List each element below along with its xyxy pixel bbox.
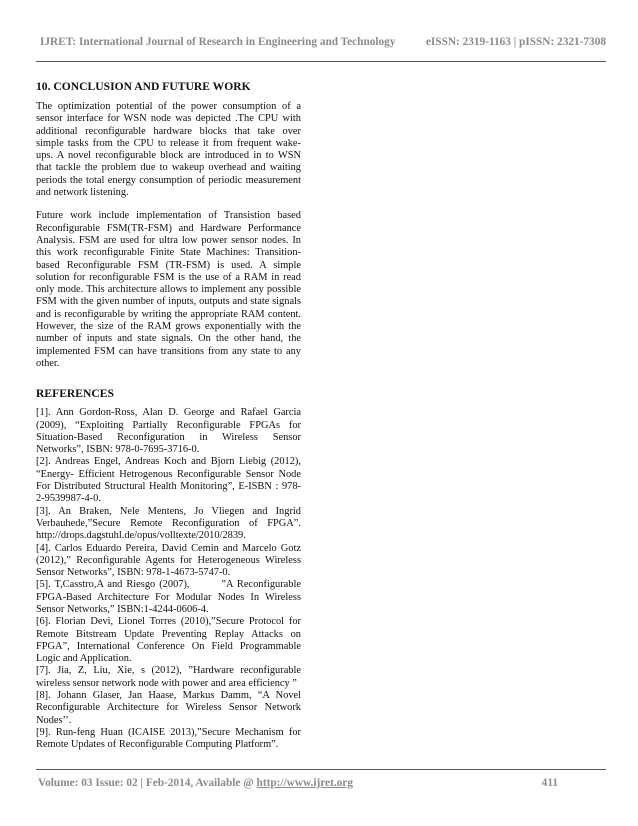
section-heading: 10. CONCLUSION AND FUTURE WORK — [36, 80, 251, 93]
reference-item: [3]. An Braken, Nele Mentens, Jo Vliegen and Ingrid Verbauhede,”Secure Remote Reconfiguration of FPGA”. http://drops.dagstuhl.de/opus/volltexte/2010/2839. — [36, 505, 301, 542]
volume-info — [38, 777, 353, 789]
issn: eISSN: 2319-1163 | pISSN: 2321-7308 — [425, 36, 606, 48]
reference-item: [2]. Andreas Engel, Andreas Koch and Bjorn Liebig (2012), “Energy- Efficient Hetrogenous Reconfigurable Sensor Node For Distributed Structural Health Monitoring”, E-ISBN : 978-2-9539987-4-0. — [36, 456, 301, 505]
text-column — [36, 80, 304, 752]
page-number: 411 — [541, 777, 558, 789]
reference-list — [36, 407, 304, 751]
footer-rule — [36, 769, 606, 770]
future-work-paragraph: Future work include implementation of Transistion based Reconfigurable FSM(TR-FSM) and Hardware Performance Analysis. FSM are used for ultra low power sensor nodes. In this work reconfigurable Finite State Machines: Transition-based Reconfigurable FSM (TR-FSM) is used. A simple solution for reconfigurable FSM is the use of a RAM in read only mode. This architecture allows to implement any possible FSM with the given number of inputs, outputs and state signals and is reconfigurable by writing the appropriate RAM content. However, the size of the RAM grows exponentially with the number of inputs and state signals. On the other hand, the implemented FSM can have transitions from any state to any other. — [36, 210, 301, 369]
volume-text: Volume: 03 Issue: 02 | Feb-2014, Available @ — [38, 777, 254, 789]
journal-title: IJRET: International Journal of Research in Engineering and Technology — [40, 36, 396, 48]
header-rule — [36, 61, 606, 62]
reference-item: [1]. Ann Gordon-Ross, Alan D. George and Rafael Garcia (2009), “Exploiting Partially Reconfigurable FPGAs for Situation-Based Reconfiguration in Wireless Sensor Networks”, ISBN: 978-0-7695-3716-0. — [36, 407, 301, 456]
references-heading: REFERENCES — [36, 387, 114, 401]
reference-item: [9]. Run-feng Huan (ICAISE 2013),”Secure Mechanism for Remote Updates of Reconfigurable Computing Platform”. — [36, 726, 301, 751]
running-footer — [38, 777, 606, 793]
journal-link[interactable]: http://www.ijret.org — [256, 777, 353, 789]
reference-item: [6]. Florian Devi, Lionel Torres (2010),”Secure Protocol for Remote Bitstream Update Preventing Replay Attacks on FPGA”, International Conference On Field Programmable Logic and Application. — [36, 616, 301, 665]
reference-item: [8]. Johann Glaser, Jan Haase, Markus Damm, “A Novel Reconfigurable Architecture for Wireless Sensor Network Nodes’’. — [36, 690, 301, 726]
conclusion-paragraph: The optimization potential of the power consumption of a sensor interface for WSN node was depicted .The CPU with additional reconfigurable hardware blocks that take over simple tasks from the CPU to release it from frequent wake-ups. A novel reconfigurable block are introduced in to WSN that tackle the problem due to wakeup overhead and waiting periods the total energy consumption of periodic measurement and network listening. — [36, 101, 301, 199]
running-header — [40, 36, 606, 52]
reference-item: [4]. Carlos Eduardo Pereira, David Cemin and Marcelo Gotz (2012),” Reconfigurable Agents for Heterogeneous Wireless Sensor Networks”, ISBN: 978-1-4673-5747-0. — [36, 542, 301, 579]
reference-item: [7]. Jia, Z, Liu, Xie, s (2012), ”Hardware reconfigurable wireless sensor network node with power and area efficiency ” — [36, 665, 301, 689]
reference-item: [5]. T,Casstro,A and Riesgo (2007), ”A Reconfigurable FPGA-Based Architecture For Modular Nodes In Wireless Sensor Networks,” ISBN:1-4244-0606-4. — [36, 579, 304, 615]
